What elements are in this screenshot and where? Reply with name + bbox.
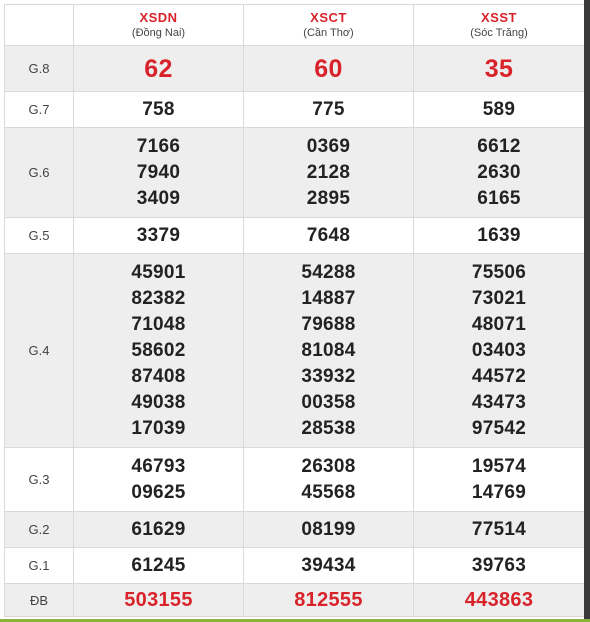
prize-cell (74, 254, 244, 448)
prize-number: 7940 (136, 161, 181, 183)
prize-number: 61245 (131, 554, 186, 576)
prize-number: 6165 (477, 187, 521, 209)
prize-label: G.4 (5, 254, 74, 448)
prize-number: 2630 (477, 161, 521, 183)
prize-number: 77514 (471, 518, 527, 540)
prize-row-g4 (5, 254, 585, 448)
prize-number: 1639 (477, 224, 521, 246)
prize-number: 19574 (471, 455, 527, 477)
prize-cell (414, 448, 585, 512)
prize-cell (414, 218, 585, 254)
prize-label: G.3 (5, 448, 74, 512)
prize-cell (244, 218, 414, 254)
prize-label: G.2 (5, 512, 74, 548)
prize-number: 71048 (131, 313, 186, 335)
prize-number: 7648 (306, 224, 351, 246)
prize-number: 3379 (136, 224, 181, 246)
lottery-results-table (4, 4, 585, 617)
province-code[interactable]: XSST (481, 10, 517, 25)
prize-number: 7166 (136, 135, 181, 157)
prize-label: G.5 (5, 218, 74, 254)
province-header-row (5, 5, 585, 46)
prize-number: 82382 (131, 287, 186, 309)
prize-number: 0369 (306, 135, 351, 157)
prize-cell (244, 254, 414, 448)
province-header-soc-trang[interactable] (414, 5, 585, 46)
province-code[interactable]: XSCT (310, 10, 347, 25)
prize-cell (74, 46, 244, 92)
special-prize-number: 812555 (294, 589, 363, 611)
province-name: (Cần Thơ) (303, 27, 354, 39)
prize-number: 08199 (301, 518, 356, 540)
prize-cell (244, 92, 414, 128)
prize-cell (244, 46, 414, 92)
prize-label: G.7 (5, 92, 74, 128)
prize-number: 46793 (131, 455, 186, 477)
prize-number: 26308 (301, 455, 356, 477)
prize-row-g5 (5, 218, 585, 254)
prize-number: 62 (144, 54, 173, 83)
prize-cell (244, 512, 414, 548)
prize-number: 75506 (471, 261, 527, 283)
prize-row-g6 (5, 128, 585, 218)
prize-cell (244, 548, 414, 584)
page-edge-divider (584, 0, 590, 622)
prize-cell (414, 128, 585, 218)
prize-row-g2 (5, 512, 585, 548)
prize-cell (74, 448, 244, 512)
prize-number: 775 (312, 98, 345, 120)
prize-cell (244, 448, 414, 512)
prize-number: 54288 (301, 261, 356, 283)
prize-cell (414, 548, 585, 584)
prize-number: 45568 (301, 481, 356, 503)
header-corner-cell (5, 5, 74, 46)
prize-number: 03403 (471, 339, 527, 361)
special-prize-number: 503155 (124, 589, 193, 611)
prize-number: 33932 (301, 365, 356, 387)
prize-number: 2128 (306, 161, 351, 183)
prize-number: 14769 (471, 481, 527, 503)
prize-number: 6612 (477, 135, 521, 157)
prize-number: 2895 (306, 187, 351, 209)
prize-number: 43473 (471, 391, 527, 413)
province-header-can-tho[interactable] (244, 5, 414, 46)
prize-number: 35 (484, 54, 514, 83)
prize-number: 81084 (301, 339, 356, 361)
prize-cell (414, 512, 585, 548)
prize-number: 589 (482, 98, 516, 120)
prize-row-g8 (5, 46, 585, 92)
province-name: (Sóc Trăng) (470, 27, 528, 39)
prize-row-g7 (5, 92, 585, 128)
prize-number: 45901 (131, 261, 186, 283)
province-name: (Đồng Nai) (131, 27, 186, 39)
prize-number: 3409 (136, 187, 181, 209)
prize-label: G.8 (5, 46, 74, 92)
prize-cell (414, 92, 585, 128)
prize-number: 87408 (131, 365, 186, 387)
prize-row-g3 (5, 448, 585, 512)
prize-label: G.1 (5, 548, 74, 584)
special-prize-number: 443863 (464, 589, 534, 611)
prize-number: 49038 (131, 391, 186, 413)
prize-cell (414, 584, 585, 617)
prize-number: 758 (142, 98, 175, 120)
prize-number: 79688 (301, 313, 356, 335)
prize-number: 28538 (301, 417, 356, 439)
prize-number: 17039 (131, 417, 186, 439)
prize-label: G.6 (5, 128, 74, 218)
prize-cell (74, 512, 244, 548)
prize-number: 44572 (471, 365, 527, 387)
prize-number: 39434 (301, 554, 356, 576)
province-header-dong-nai[interactable] (74, 5, 244, 46)
prize-number: 58602 (131, 339, 186, 361)
prize-cell (244, 584, 414, 617)
prize-number: 73021 (471, 287, 527, 309)
prize-cell (414, 46, 585, 92)
prize-cell (414, 254, 585, 448)
prize-number: 48071 (471, 313, 527, 335)
prize-cell (74, 128, 244, 218)
prize-number: 09625 (131, 481, 186, 503)
prize-number: 00358 (301, 391, 356, 413)
prize-row-special (5, 584, 585, 617)
prize-number: 14887 (301, 287, 356, 309)
prize-cell (244, 128, 414, 218)
prize-cell (74, 584, 244, 617)
prize-row-g1 (5, 548, 585, 584)
prize-number: 39763 (471, 554, 527, 576)
prize-number: 97542 (471, 417, 527, 439)
prize-cell (74, 548, 244, 584)
prize-cell (74, 92, 244, 128)
prize-label: ĐB (5, 584, 74, 617)
prize-number: 60 (314, 54, 343, 83)
prize-cell (74, 218, 244, 254)
prize-number: 61629 (131, 518, 186, 540)
province-code[interactable]: XSDN (139, 10, 178, 25)
